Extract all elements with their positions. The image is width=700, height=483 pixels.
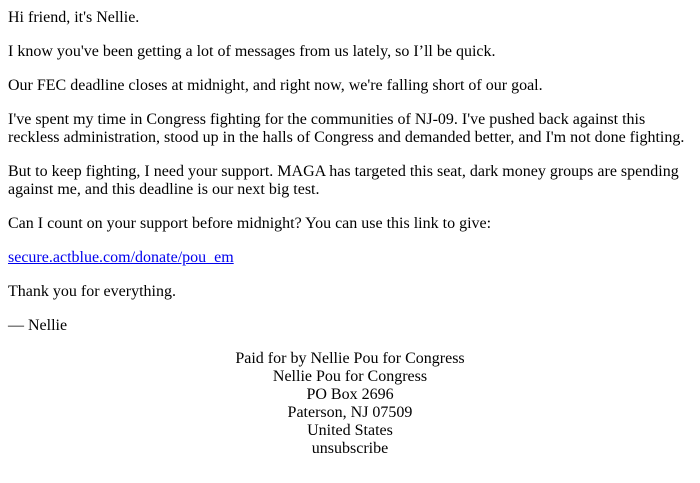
country-line: United States: [307, 422, 393, 439]
po-box-line: PO Box 2696: [306, 386, 394, 403]
email-footer: [0, 350, 700, 458]
paragraph-congress-record: I've spent my time in Congress fighting for the communities of NJ-09. I've pushed back against this reckless administration, stood up in the halls of Congress and demanded better, and I'm not done fighting.: [8, 111, 685, 146]
signature-text: — Nellie: [8, 317, 68, 334]
paragraph-deadline: Our FEC deadline closes at midnight, and right now, we're falling short of our goal.: [8, 77, 543, 94]
committee-name: Nellie Pou for Congress: [272, 368, 428, 385]
city-state-zip-line: Paterson, NJ 07509: [287, 404, 413, 421]
donate-link[interactable]: secure.actblue.com/donate/pou_em: [8, 249, 234, 266]
greeting-text: Hi friend, it's Nellie.: [8, 9, 140, 26]
closing-text: Thank you for everything.: [8, 283, 176, 300]
donate-link-paragraph: [8, 249, 692, 267]
unsubscribe-link[interactable]: unsubscribe: [311, 440, 389, 457]
paragraph-support-request: But to keep fighting, I need your support. MAGA has targeted this seat, dark money groups are spending against me, and this deadline is our next big test.: [8, 163, 679, 198]
paid-for-line: Paid for by Nellie Pou for Congress: [235, 350, 465, 367]
paragraph-quick-note: I know you've been getting a lot of messages from us lately, so I’ll be quick.: [8, 43, 496, 60]
paragraph-donation-ask: Can I count on your support before midnight? You can use this link to give:: [8, 215, 492, 232]
